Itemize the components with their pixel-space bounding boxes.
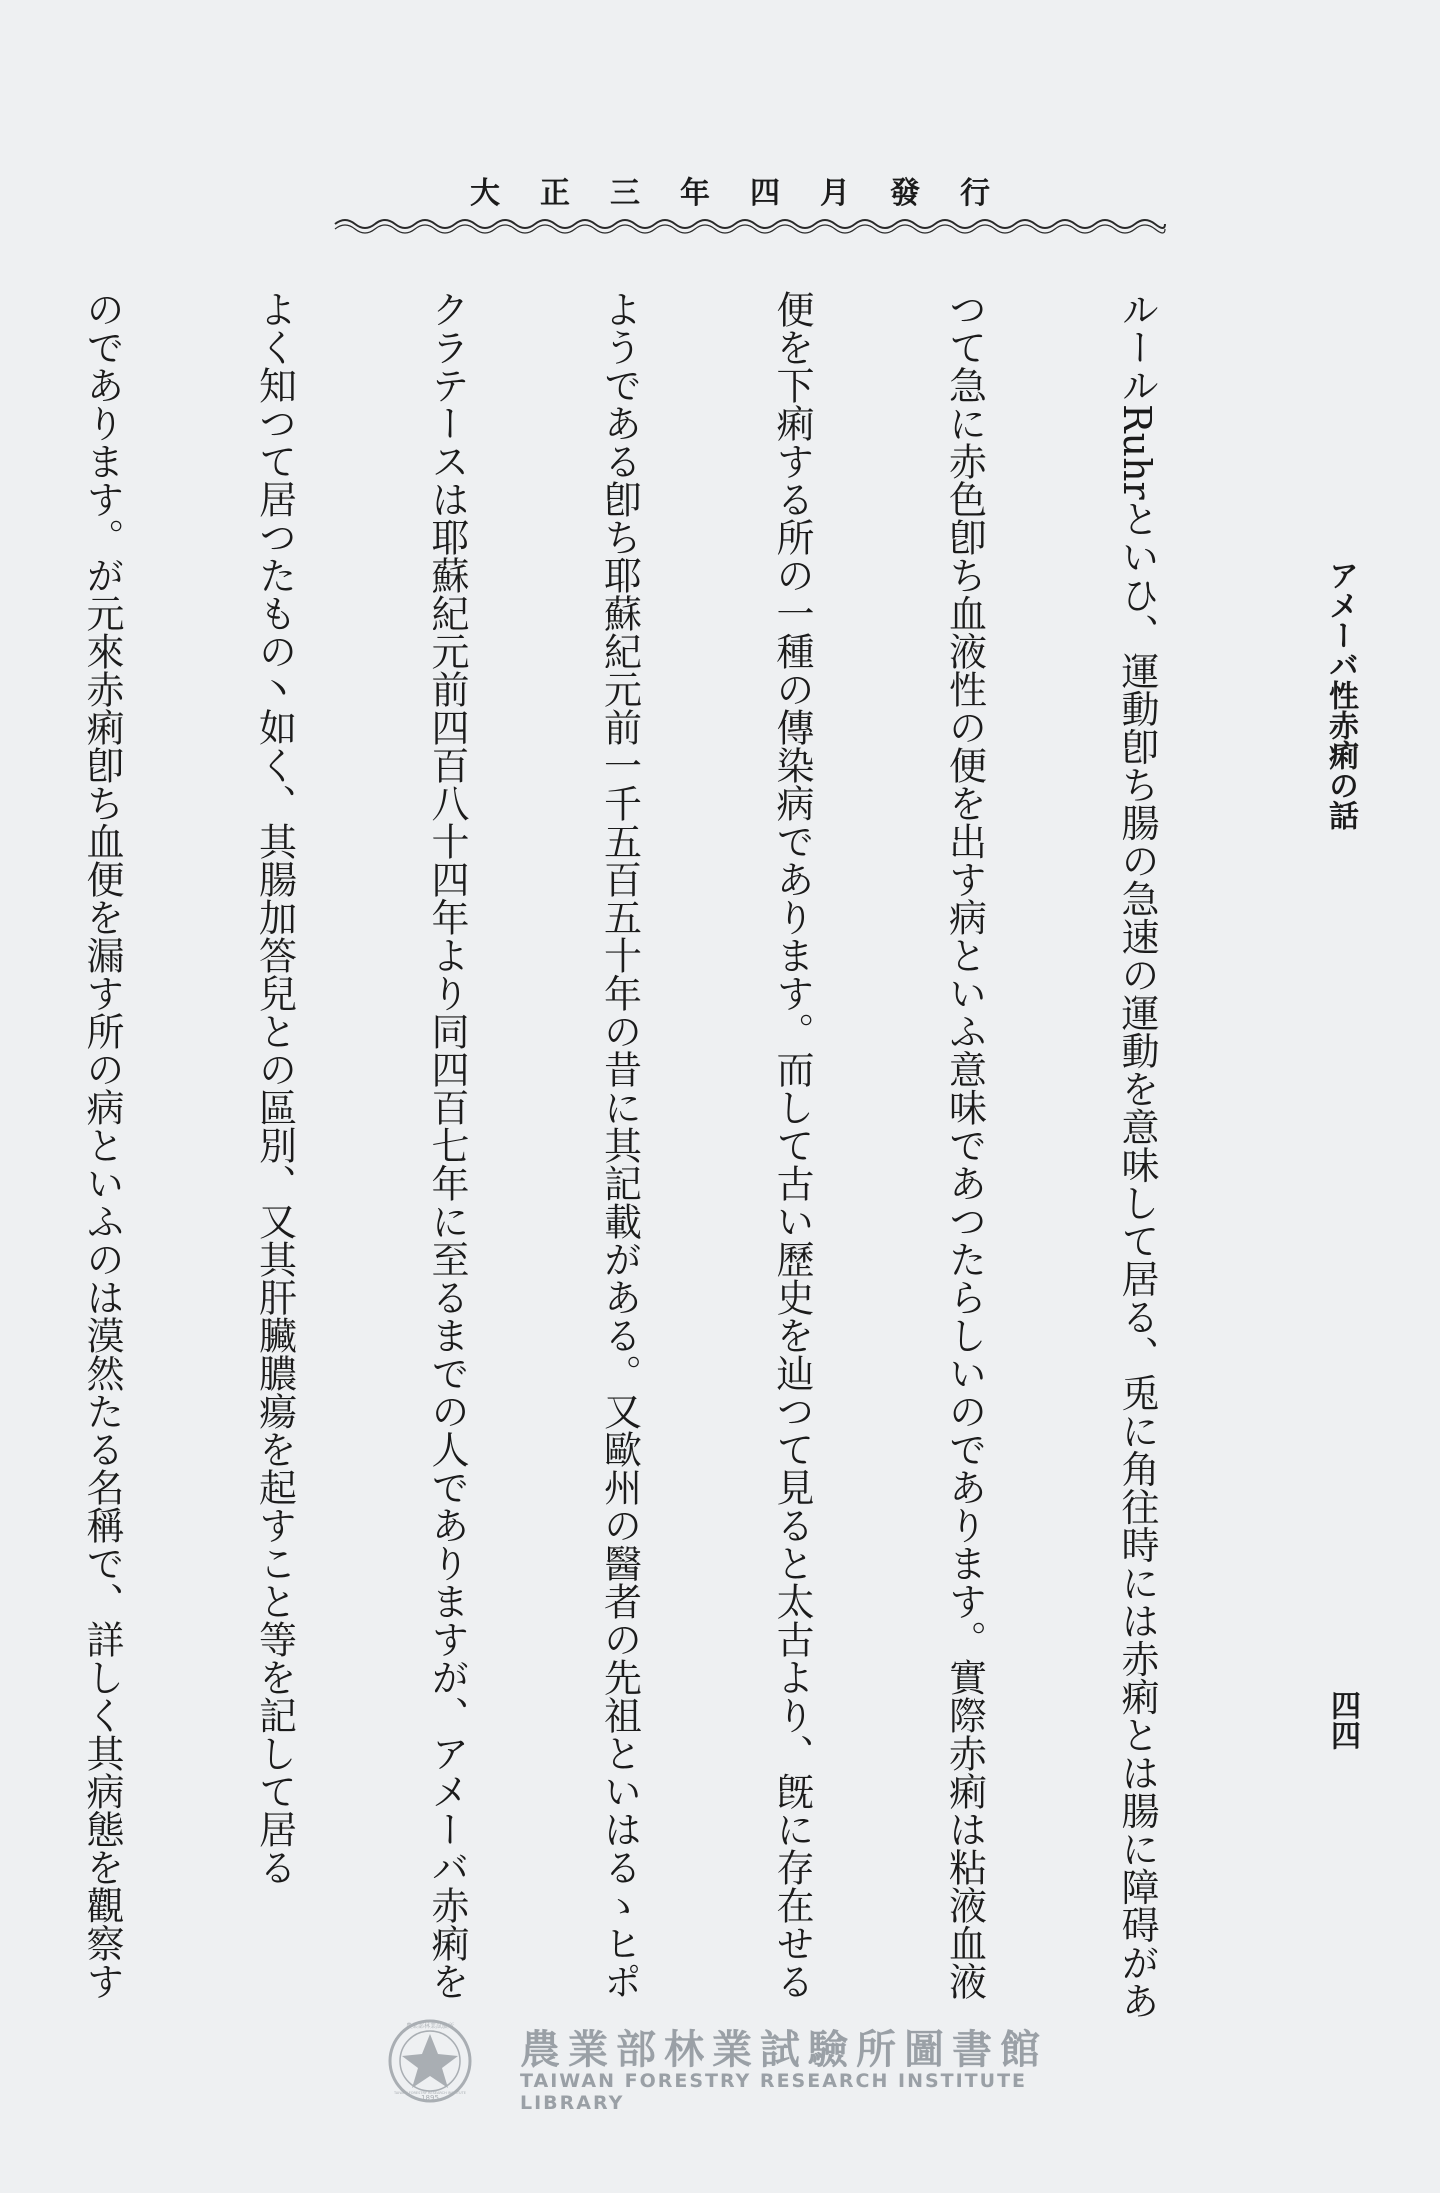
svg-text:1895: 1895 [421,2094,439,2102]
text-column: 便を下痢する所の一種の傳染病であります。而して古い歷史を辿つて見ると太古より、旣に存在せる [770,290,814,2000]
library-name-english: TAIWAN FORESTRY RESEARCH INSTITUTE LIBRARY [520,2070,1028,2114]
running-title: アメーバ性赤痢の話 [1323,560,1358,830]
header-char: 四 [750,176,780,211]
svg-text:農業部林業試驗所: 農業部林業試驗所 [405,2023,455,2030]
header-char: 大 [470,176,500,211]
header-char: 年 [680,176,710,211]
header-char: 發 [890,176,920,211]
wavy-rule-divider [335,212,1165,236]
library-watermark [370,2018,1090,2114]
text-column: のであります。が元來赤痢卽ち血便を漏す所の病といふのは漠然たる名稱で、詳しく其病態を觀察す [80,290,124,2000]
header-char: 三 [610,176,640,211]
text-column: よく知つて居つたもの丶如く、其腸加答兒との區別、又其肝臟膿瘍を起すこと等を記して居る [252,290,297,1886]
body-text [80,290,1280,2020]
header-char: 正 [540,176,570,211]
text-column: ようである卽ち耶蘇紀元前一千五百五十年の昔に其記載がある。又歐州の醫者の先祖といはるゝヒポ [597,290,642,2000]
library-name: 農業部林業試驗所圖書館 [520,2027,1048,2073]
svg-text:TAIWAN FORESTRY RESEARCH INSTI: TAIWAN FORESTRY RESEARCH INSTITUTE [394,2091,466,2095]
text-column: クラテースは耶蘇紀元前四百八十四年より同四百七年に至るまでの人でありますが、アメーバ赤痢を [425,290,469,2000]
publication-date-header [470,170,990,210]
header-char: 行 [960,176,990,211]
text-column: ルールRuhrといひ、運動卽ち腸の急速の運動を意味して居る、兎に角往時には赤痢とは腸に障碍があ [1115,290,1159,2020]
page-number: 四四 [1325,1690,1360,1750]
header-char: 月 [820,176,850,211]
library-seal-logo [370,2018,490,2104]
text-column: つて急に赤色卽ち血液性の便を出す病といふ意味であつたらしいのであります。實際赤痢は粘液血液 [942,290,987,2000]
